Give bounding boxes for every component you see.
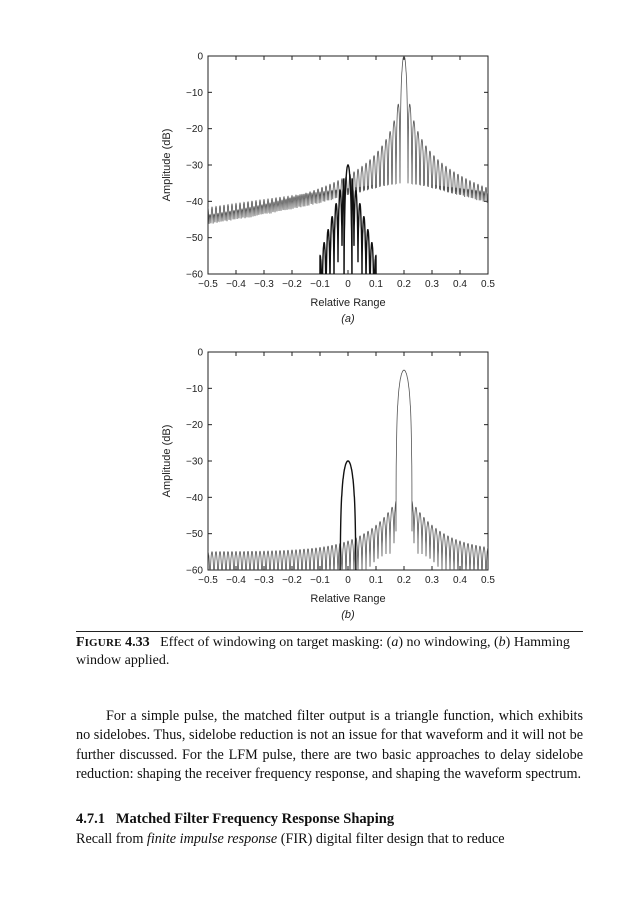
- chart-b: [0, 336, 636, 636]
- chart-a-xtick-label: 0.4: [453, 279, 467, 290]
- body-last-line: Recall from finite impulse response (FIR) digital filter design that to reduce: [76, 831, 505, 847]
- chart-a-ytick-label: −60: [186, 269, 203, 281]
- chart-a-series-small-target: [208, 165, 488, 281]
- chart-b-xlabel: Relative Range: [310, 593, 386, 605]
- chart-a-xtick-label: −0.1: [310, 279, 330, 290]
- chart-b-xtick-label: −0.5: [198, 575, 218, 586]
- chart-b-panel-label: (b): [341, 609, 355, 621]
- chart-b-xtick-label: 0.1: [369, 575, 383, 586]
- chart-a-xtick-label: 0.2: [397, 279, 411, 290]
- chart-a-xtick-label: 0.1: [369, 279, 383, 290]
- chart-b-xtick-label: −0.3: [254, 575, 274, 586]
- chart-a-xtick-label: −0.4: [226, 279, 246, 290]
- chart-a-xlabel: Relative Range: [310, 297, 386, 309]
- chart-a-xtick-label: −0.2: [282, 279, 302, 290]
- chart-a-panel-label: (a): [341, 313, 355, 325]
- chart-a-ytick-label: −20: [186, 124, 203, 136]
- chart-b-xtick-label: 0.3: [425, 575, 439, 586]
- chart-a-ytick-label: 0: [197, 51, 203, 63]
- chart-a-ytick-label: −50: [186, 233, 203, 245]
- chart-b-ytick-label: −20: [186, 420, 203, 432]
- chart-b-xtick-label: 0.2: [397, 575, 411, 586]
- chart-a-xtick-label: 0.3: [425, 279, 439, 290]
- chart-b-ytick-label: −60: [186, 565, 203, 577]
- caption-rule: [76, 631, 583, 632]
- chart-a-xtick-label: −0.5: [198, 279, 218, 290]
- chart-b-ytick-label: −10: [186, 383, 203, 395]
- chart-b-ytick-label: −40: [186, 492, 203, 504]
- chart-b-ytick-label: −50: [186, 529, 203, 541]
- chart-b-series-large-target: [208, 370, 488, 577]
- chart-b-xtick-label: 0.4: [453, 575, 467, 586]
- chart-b-xtick-label: −0.1: [310, 575, 330, 586]
- chart-b-xtick-label: −0.4: [226, 575, 246, 586]
- chart-a-svg: [0, 40, 636, 340]
- chart-a-xtick-label: −0.3: [254, 279, 274, 290]
- chart-b-xtick-label: 0: [345, 575, 351, 586]
- chart-b-xtick-label: −0.2: [282, 575, 302, 586]
- chart-b-ytick-label: −30: [186, 456, 203, 468]
- body-paragraph: For a simple pulse, the matched filter output is a triangle function, which exhibits no sidelobes. Thus, sidelobe reduction is not an issue for that waveform and it will not be further discussed. For the LFM pulse, there are two basic approaches to delay sidelobe reduction: shaping the receiver frequency response, and shaping the waveform spectrum.: [76, 708, 583, 783]
- chart-a-ytick-label: −30: [186, 160, 203, 172]
- chart-a-ytick-label: −40: [186, 196, 203, 208]
- chart-b-ylabel: Amplitude (dB): [161, 424, 173, 498]
- chart-a-xtick-label: 0: [345, 279, 351, 290]
- figure-label: FIGURE 4.33: [76, 635, 150, 650]
- chart-a-ytick-label: −10: [186, 87, 203, 99]
- chart-a: [0, 40, 636, 340]
- section-heading: 4.7.1 Matched Filter Frequency Response Shaping: [76, 811, 395, 827]
- chart-a-ylabel: Amplitude (dB): [161, 128, 173, 202]
- figure-caption: FIGURE 4.33 Effect of windowing on target masking: (a) no windowing, (b) Hamming window applied.: [76, 635, 570, 668]
- chart-a-xtick-label: 0.5: [481, 279, 495, 290]
- chart-b-ytick-label: 0: [197, 347, 203, 359]
- chart-a-series-large-target: [208, 56, 488, 224]
- chart-b-svg: [0, 336, 636, 636]
- chart-b-xtick-label: 0.5: [481, 575, 495, 586]
